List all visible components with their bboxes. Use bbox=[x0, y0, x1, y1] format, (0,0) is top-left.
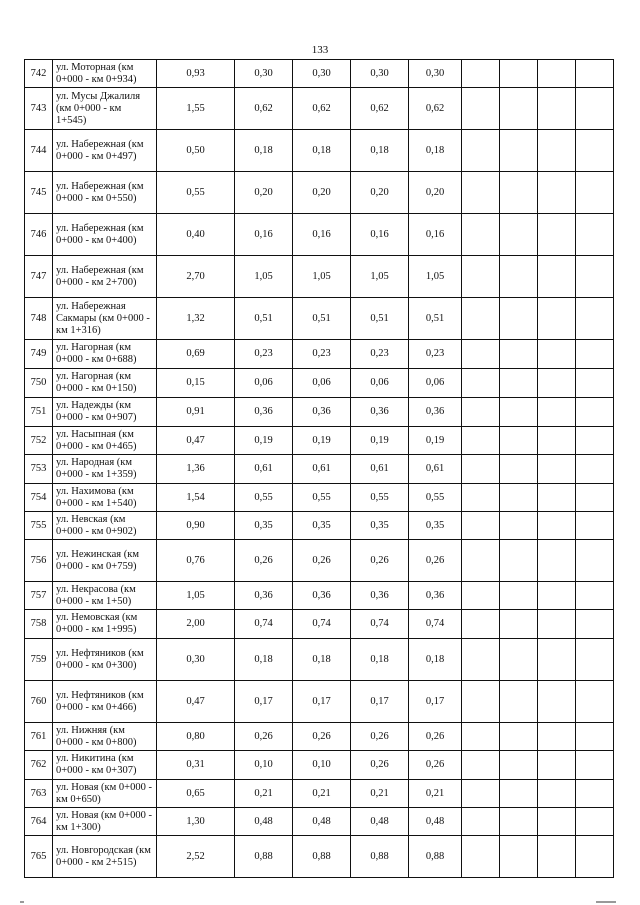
street-name: ул. Набережная (км 0+000 - км 2+700) bbox=[53, 256, 157, 298]
value-3: 0,61 bbox=[293, 455, 351, 484]
empty-cell bbox=[462, 130, 500, 172]
value-5: 0,26 bbox=[409, 723, 462, 751]
street-name: ул. Набережная Сакмары (км 0+000 - км 1+316) bbox=[53, 298, 157, 340]
value-3: 0,62 bbox=[293, 88, 351, 130]
empty-cell bbox=[500, 369, 538, 398]
empty-cell bbox=[462, 836, 500, 878]
empty-cell bbox=[462, 540, 500, 582]
empty-cell bbox=[576, 214, 614, 256]
value-3: 0,23 bbox=[293, 340, 351, 369]
empty-cell bbox=[576, 484, 614, 512]
value-2: 0,17 bbox=[235, 681, 293, 723]
empty-cell bbox=[576, 340, 614, 369]
value-5: 0,19 bbox=[409, 427, 462, 455]
row-number: 743 bbox=[25, 88, 53, 130]
value-1: 0,80 bbox=[157, 723, 235, 751]
value-4: 0,36 bbox=[351, 398, 409, 427]
empty-cell bbox=[500, 512, 538, 540]
value-1: 0,91 bbox=[157, 398, 235, 427]
table-row bbox=[25, 484, 614, 512]
value-1: 0,90 bbox=[157, 512, 235, 540]
value-4: 0,36 bbox=[351, 582, 409, 610]
value-5: 0,88 bbox=[409, 836, 462, 878]
value-4: 0,18 bbox=[351, 130, 409, 172]
empty-cell bbox=[500, 582, 538, 610]
empty-cell bbox=[500, 484, 538, 512]
value-1: 0,15 bbox=[157, 369, 235, 398]
empty-cell bbox=[500, 836, 538, 878]
empty-cell bbox=[462, 639, 500, 681]
table-row bbox=[25, 836, 614, 878]
empty-cell bbox=[462, 512, 500, 540]
value-2: 0,48 bbox=[235, 808, 293, 836]
value-4: 0,62 bbox=[351, 88, 409, 130]
value-5: 0,30 bbox=[409, 60, 462, 88]
value-1: 0,31 bbox=[157, 751, 235, 780]
value-5: 0,36 bbox=[409, 398, 462, 427]
value-4: 0,88 bbox=[351, 836, 409, 878]
table-row bbox=[25, 455, 614, 484]
empty-cell bbox=[576, 582, 614, 610]
value-3: 0,16 bbox=[293, 214, 351, 256]
value-4: 0,17 bbox=[351, 681, 409, 723]
street-name: ул. Насыпная (км 0+000 - км 0+465) bbox=[53, 427, 157, 455]
value-2: 0,30 bbox=[235, 60, 293, 88]
street-name: ул. Народная (км 0+000 - км 1+359) bbox=[53, 455, 157, 484]
empty-cell bbox=[462, 256, 500, 298]
value-4: 0,23 bbox=[351, 340, 409, 369]
street-name: ул. Новая (км 0+000 - км 1+300) bbox=[53, 808, 157, 836]
value-2: 0,18 bbox=[235, 130, 293, 172]
table-row bbox=[25, 582, 614, 610]
value-2: 1,05 bbox=[235, 256, 293, 298]
value-1: 0,76 bbox=[157, 540, 235, 582]
street-name: ул. Нагорная (км 0+000 - км 0+150) bbox=[53, 369, 157, 398]
street-name: ул. Надежды (км 0+000 - км 0+907) bbox=[53, 398, 157, 427]
row-number: 744 bbox=[25, 130, 53, 172]
value-1: 1,32 bbox=[157, 298, 235, 340]
table-row bbox=[25, 214, 614, 256]
row-number: 759 bbox=[25, 639, 53, 681]
street-name: ул. Никитина (км 0+000 - км 0+307) bbox=[53, 751, 157, 780]
value-4: 0,06 bbox=[351, 369, 409, 398]
value-4: 0,19 bbox=[351, 427, 409, 455]
value-4: 0,18 bbox=[351, 639, 409, 681]
table-row bbox=[25, 60, 614, 88]
value-5: 0,17 bbox=[409, 681, 462, 723]
table-row bbox=[25, 780, 614, 808]
value-5: 0,26 bbox=[409, 751, 462, 780]
value-1: 2,70 bbox=[157, 256, 235, 298]
row-number: 751 bbox=[25, 398, 53, 427]
value-2: 0,35 bbox=[235, 512, 293, 540]
row-number: 764 bbox=[25, 808, 53, 836]
table-row bbox=[25, 298, 614, 340]
value-1: 1,05 bbox=[157, 582, 235, 610]
table-row bbox=[25, 369, 614, 398]
empty-cell bbox=[576, 60, 614, 88]
value-1: 0,30 bbox=[157, 639, 235, 681]
empty-cell bbox=[538, 427, 576, 455]
row-number: 749 bbox=[25, 340, 53, 369]
value-4: 0,51 bbox=[351, 298, 409, 340]
empty-cell bbox=[538, 340, 576, 369]
table-row bbox=[25, 723, 614, 751]
value-1: 0,50 bbox=[157, 130, 235, 172]
value-3: 0,26 bbox=[293, 723, 351, 751]
empty-cell bbox=[576, 427, 614, 455]
empty-cell bbox=[500, 610, 538, 639]
value-5: 0,35 bbox=[409, 512, 462, 540]
value-2: 0,55 bbox=[235, 484, 293, 512]
empty-cell bbox=[462, 455, 500, 484]
value-1: 1,54 bbox=[157, 484, 235, 512]
value-2: 0,18 bbox=[235, 639, 293, 681]
empty-cell bbox=[462, 340, 500, 369]
empty-cell bbox=[500, 340, 538, 369]
value-4: 1,05 bbox=[351, 256, 409, 298]
empty-cell bbox=[462, 723, 500, 751]
empty-cell bbox=[538, 681, 576, 723]
table-row bbox=[25, 639, 614, 681]
street-name: ул. Нефтяников (км 0+000 - км 0+466) bbox=[53, 681, 157, 723]
empty-cell bbox=[500, 751, 538, 780]
empty-cell bbox=[538, 455, 576, 484]
row-number: 750 bbox=[25, 369, 53, 398]
value-5: 0,16 bbox=[409, 214, 462, 256]
empty-cell bbox=[576, 455, 614, 484]
value-5: 1,05 bbox=[409, 256, 462, 298]
row-number: 742 bbox=[25, 60, 53, 88]
row-number: 748 bbox=[25, 298, 53, 340]
value-5: 0,06 bbox=[409, 369, 462, 398]
value-1: 1,30 bbox=[157, 808, 235, 836]
empty-cell bbox=[500, 681, 538, 723]
value-2: 0,16 bbox=[235, 214, 293, 256]
value-3: 0,18 bbox=[293, 130, 351, 172]
row-number: 752 bbox=[25, 427, 53, 455]
value-4: 0,35 bbox=[351, 512, 409, 540]
value-3: 0,88 bbox=[293, 836, 351, 878]
empty-cell bbox=[500, 639, 538, 681]
value-3: 0,18 bbox=[293, 639, 351, 681]
empty-cell bbox=[462, 808, 500, 836]
value-1: 0,69 bbox=[157, 340, 235, 369]
value-5: 0,48 bbox=[409, 808, 462, 836]
value-1: 2,52 bbox=[157, 836, 235, 878]
street-name: ул. Немовская (км 0+000 - км 1+995) bbox=[53, 610, 157, 639]
empty-cell bbox=[576, 681, 614, 723]
value-4: 0,26 bbox=[351, 751, 409, 780]
value-5: 0,36 bbox=[409, 582, 462, 610]
empty-cell bbox=[538, 88, 576, 130]
value-3: 0,21 bbox=[293, 780, 351, 808]
scan-artifact-right bbox=[596, 901, 616, 903]
empty-cell bbox=[500, 398, 538, 427]
empty-cell bbox=[500, 60, 538, 88]
empty-cell bbox=[462, 751, 500, 780]
row-number: 745 bbox=[25, 172, 53, 214]
value-3: 0,30 bbox=[293, 60, 351, 88]
value-2: 0,88 bbox=[235, 836, 293, 878]
value-3: 0,06 bbox=[293, 369, 351, 398]
table-row bbox=[25, 256, 614, 298]
empty-cell bbox=[538, 808, 576, 836]
empty-cell bbox=[500, 808, 538, 836]
empty-cell bbox=[576, 398, 614, 427]
empty-cell bbox=[538, 398, 576, 427]
value-5: 0,21 bbox=[409, 780, 462, 808]
row-number: 747 bbox=[25, 256, 53, 298]
value-3: 1,05 bbox=[293, 256, 351, 298]
empty-cell bbox=[576, 836, 614, 878]
value-2: 0,36 bbox=[235, 582, 293, 610]
row-number: 760 bbox=[25, 681, 53, 723]
empty-cell bbox=[500, 540, 538, 582]
empty-cell bbox=[538, 780, 576, 808]
street-name: ул. Нижняя (км 0+000 - км 0+800) bbox=[53, 723, 157, 751]
row-number: 762 bbox=[25, 751, 53, 780]
empty-cell bbox=[576, 256, 614, 298]
empty-cell bbox=[576, 808, 614, 836]
value-3: 0,36 bbox=[293, 398, 351, 427]
empty-cell bbox=[462, 780, 500, 808]
empty-cell bbox=[538, 60, 576, 88]
empty-cell bbox=[538, 130, 576, 172]
value-3: 0,36 bbox=[293, 582, 351, 610]
value-2: 0,21 bbox=[235, 780, 293, 808]
empty-cell bbox=[538, 723, 576, 751]
value-4: 0,30 bbox=[351, 60, 409, 88]
table-body bbox=[25, 60, 614, 878]
value-3: 0,48 bbox=[293, 808, 351, 836]
value-5: 0,55 bbox=[409, 484, 462, 512]
table-row bbox=[25, 610, 614, 639]
table-row bbox=[25, 808, 614, 836]
street-name: ул. Невская (км 0+000 - км 0+902) bbox=[53, 512, 157, 540]
value-5: 0,18 bbox=[409, 130, 462, 172]
value-3: 0,26 bbox=[293, 540, 351, 582]
value-2: 0,10 bbox=[235, 751, 293, 780]
empty-cell bbox=[576, 88, 614, 130]
empty-cell bbox=[538, 256, 576, 298]
value-2: 0,26 bbox=[235, 723, 293, 751]
value-2: 0,36 bbox=[235, 398, 293, 427]
street-name: ул. Новгородская (км 0+000 - км 2+515) bbox=[53, 836, 157, 878]
value-5: 0,18 bbox=[409, 639, 462, 681]
value-2: 0,74 bbox=[235, 610, 293, 639]
empty-cell bbox=[576, 512, 614, 540]
empty-cell bbox=[500, 455, 538, 484]
empty-cell bbox=[462, 610, 500, 639]
empty-cell bbox=[500, 298, 538, 340]
empty-cell bbox=[538, 298, 576, 340]
value-3: 0,20 bbox=[293, 172, 351, 214]
empty-cell bbox=[462, 582, 500, 610]
empty-cell bbox=[576, 780, 614, 808]
value-2: 0,23 bbox=[235, 340, 293, 369]
row-number: 761 bbox=[25, 723, 53, 751]
empty-cell bbox=[538, 214, 576, 256]
value-2: 0,61 bbox=[235, 455, 293, 484]
value-4: 0,26 bbox=[351, 723, 409, 751]
street-name: ул. Набережная (км 0+000 - км 0+497) bbox=[53, 130, 157, 172]
value-1: 1,55 bbox=[157, 88, 235, 130]
empty-cell bbox=[500, 130, 538, 172]
row-number: 754 bbox=[25, 484, 53, 512]
value-1: 0,55 bbox=[157, 172, 235, 214]
value-2: 0,51 bbox=[235, 298, 293, 340]
value-3: 0,51 bbox=[293, 298, 351, 340]
value-3: 0,74 bbox=[293, 610, 351, 639]
empty-cell bbox=[576, 172, 614, 214]
value-4: 0,26 bbox=[351, 540, 409, 582]
empty-cell bbox=[576, 369, 614, 398]
empty-cell bbox=[462, 369, 500, 398]
value-5: 0,20 bbox=[409, 172, 462, 214]
empty-cell bbox=[500, 256, 538, 298]
empty-cell bbox=[538, 512, 576, 540]
empty-cell bbox=[462, 298, 500, 340]
value-4: 0,61 bbox=[351, 455, 409, 484]
empty-cell bbox=[462, 681, 500, 723]
row-number: 763 bbox=[25, 780, 53, 808]
value-5: 0,51 bbox=[409, 298, 462, 340]
value-5: 0,62 bbox=[409, 88, 462, 130]
street-name: ул. Некрасова (км 0+000 - км 1+50) bbox=[53, 582, 157, 610]
street-name: ул. Новая (км 0+000 - км 0+650) bbox=[53, 780, 157, 808]
empty-cell bbox=[500, 723, 538, 751]
empty-cell bbox=[462, 427, 500, 455]
value-1: 0,47 bbox=[157, 427, 235, 455]
table-row bbox=[25, 398, 614, 427]
empty-cell bbox=[500, 780, 538, 808]
street-name: ул. Нежинская (км 0+000 - км 0+759) bbox=[53, 540, 157, 582]
row-number: 746 bbox=[25, 214, 53, 256]
empty-cell bbox=[576, 298, 614, 340]
empty-cell bbox=[576, 639, 614, 681]
empty-cell bbox=[538, 484, 576, 512]
empty-cell bbox=[462, 88, 500, 130]
value-4: 0,55 bbox=[351, 484, 409, 512]
empty-cell bbox=[500, 427, 538, 455]
table-row bbox=[25, 172, 614, 214]
row-number: 757 bbox=[25, 582, 53, 610]
empty-cell bbox=[462, 214, 500, 256]
value-2: 0,62 bbox=[235, 88, 293, 130]
value-5: 0,26 bbox=[409, 540, 462, 582]
empty-cell bbox=[576, 723, 614, 751]
table-row bbox=[25, 340, 614, 369]
road-data-table bbox=[24, 59, 614, 878]
value-4: 0,21 bbox=[351, 780, 409, 808]
page-number: 133 bbox=[311, 44, 329, 56]
empty-cell bbox=[576, 610, 614, 639]
empty-cell bbox=[538, 610, 576, 639]
value-3: 0,35 bbox=[293, 512, 351, 540]
empty-cell bbox=[462, 172, 500, 214]
value-5: 0,23 bbox=[409, 340, 462, 369]
value-1: 0,65 bbox=[157, 780, 235, 808]
empty-cell bbox=[538, 369, 576, 398]
table-row bbox=[25, 130, 614, 172]
street-name: ул. Набережная (км 0+000 - км 0+400) bbox=[53, 214, 157, 256]
empty-cell bbox=[538, 639, 576, 681]
value-1: 0,93 bbox=[157, 60, 235, 88]
row-number: 756 bbox=[25, 540, 53, 582]
table-row bbox=[25, 427, 614, 455]
row-number: 765 bbox=[25, 836, 53, 878]
empty-cell bbox=[576, 751, 614, 780]
value-4: 0,16 bbox=[351, 214, 409, 256]
value-4: 0,20 bbox=[351, 172, 409, 214]
empty-cell bbox=[462, 60, 500, 88]
value-4: 0,48 bbox=[351, 808, 409, 836]
value-1: 2,00 bbox=[157, 610, 235, 639]
value-3: 0,10 bbox=[293, 751, 351, 780]
value-2: 0,26 bbox=[235, 540, 293, 582]
value-3: 0,55 bbox=[293, 484, 351, 512]
table-row bbox=[25, 540, 614, 582]
row-number: 755 bbox=[25, 512, 53, 540]
empty-cell bbox=[538, 582, 576, 610]
scan-artifact-left bbox=[20, 901, 24, 903]
empty-cell bbox=[538, 540, 576, 582]
street-name: ул. Мусы Джалиля (км 0+000 - км 1+545) bbox=[53, 88, 157, 130]
table-row bbox=[25, 751, 614, 780]
value-3: 0,19 bbox=[293, 427, 351, 455]
empty-cell bbox=[538, 836, 576, 878]
value-5: 0,74 bbox=[409, 610, 462, 639]
value-2: 0,06 bbox=[235, 369, 293, 398]
value-4: 0,74 bbox=[351, 610, 409, 639]
table-row bbox=[25, 681, 614, 723]
row-number: 758 bbox=[25, 610, 53, 639]
empty-cell bbox=[462, 484, 500, 512]
empty-cell bbox=[500, 88, 538, 130]
value-1: 0,40 bbox=[157, 214, 235, 256]
table-row bbox=[25, 88, 614, 130]
street-name: ул. Нефтяников (км 0+000 - км 0+300) bbox=[53, 639, 157, 681]
value-5: 0,61 bbox=[409, 455, 462, 484]
street-name: ул. Нахимова (км 0+000 - км 1+540) bbox=[53, 484, 157, 512]
value-2: 0,20 bbox=[235, 172, 293, 214]
empty-cell bbox=[500, 172, 538, 214]
empty-cell bbox=[538, 751, 576, 780]
empty-cell bbox=[576, 130, 614, 172]
empty-cell bbox=[462, 398, 500, 427]
street-name: ул. Моторная (км 0+000 - км 0+934) bbox=[53, 60, 157, 88]
street-name: ул. Набережная (км 0+000 - км 0+550) bbox=[53, 172, 157, 214]
value-2: 0,19 bbox=[235, 427, 293, 455]
row-number: 753 bbox=[25, 455, 53, 484]
empty-cell bbox=[500, 214, 538, 256]
value-1: 0,47 bbox=[157, 681, 235, 723]
value-1: 1,36 bbox=[157, 455, 235, 484]
table-row bbox=[25, 512, 614, 540]
value-3: 0,17 bbox=[293, 681, 351, 723]
empty-cell bbox=[576, 540, 614, 582]
empty-cell bbox=[538, 172, 576, 214]
street-name: ул. Нагорная (км 0+000 - км 0+688) bbox=[53, 340, 157, 369]
